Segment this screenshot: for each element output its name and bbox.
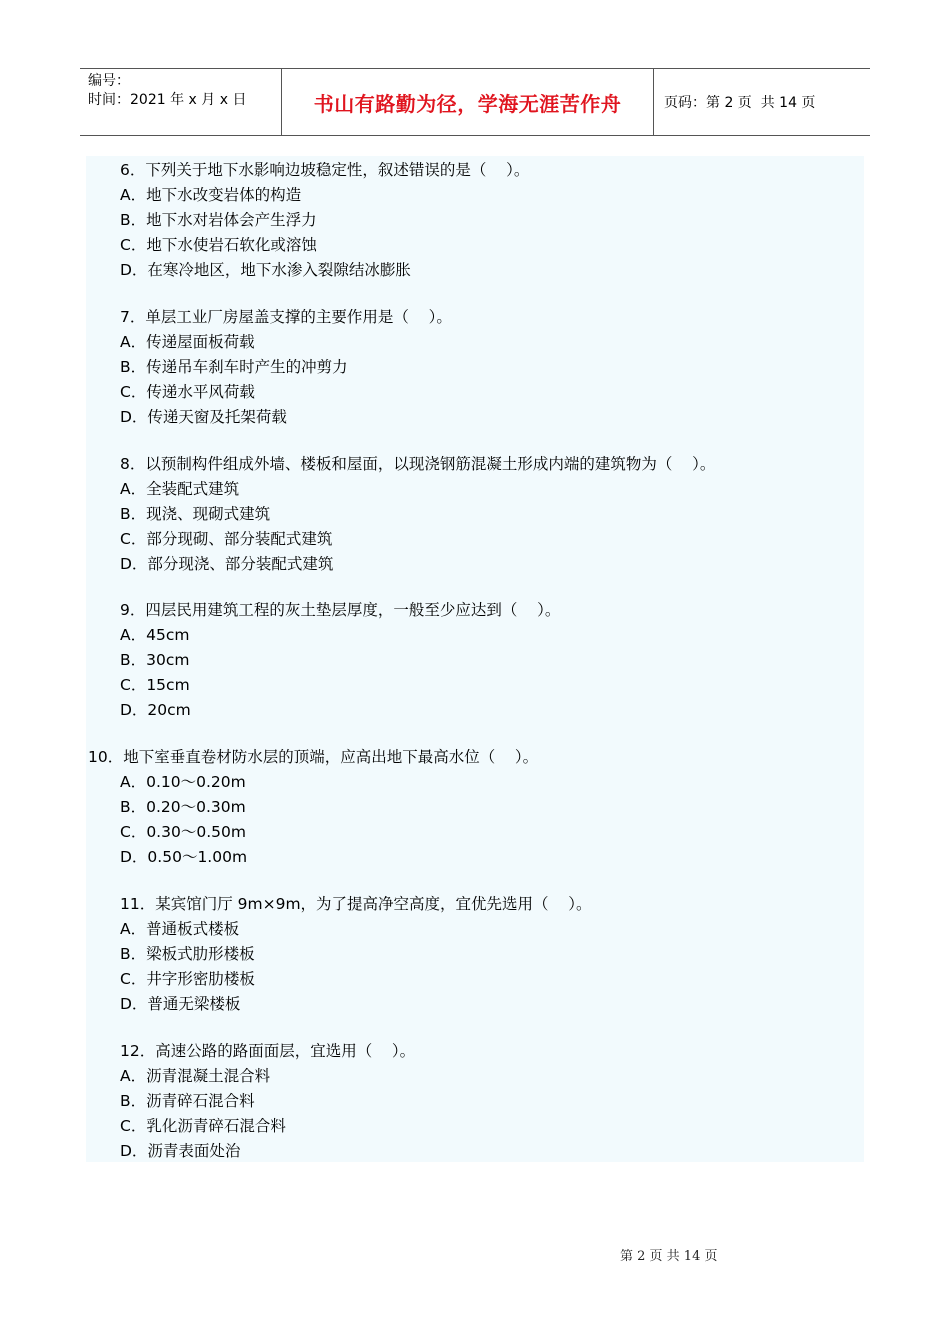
option-a: A．45cm bbox=[120, 626, 190, 644]
header-page-info: 页码：第 2 页 共 14 页 bbox=[664, 95, 816, 111]
option-b: B．现浇、现砌式建筑 bbox=[120, 505, 271, 523]
option-a: A．沥青混凝土混合料 bbox=[120, 1067, 271, 1085]
option-a: A．0.10～0.20m bbox=[120, 773, 246, 791]
question-list bbox=[86, 156, 864, 1162]
serial-label: 编号： bbox=[88, 73, 130, 89]
option-b: B．0.20～0.30m bbox=[120, 798, 246, 816]
option-c: C．井字形密肋楼板 bbox=[120, 970, 255, 988]
question-stem: 9．四层民用建筑工程的灰土垫层厚度，一般至少应达到（ ）。 bbox=[120, 601, 561, 619]
question-stem: 7．单层工业厂房屋盖支撑的主要作用是（ ）。 bbox=[120, 308, 452, 326]
option-c: C．部分现砌、部分装配式建筑 bbox=[120, 530, 333, 548]
option-a: A．地下水改变岩体的构造 bbox=[120, 186, 302, 204]
option-c: C．乳化沥青碎石混合料 bbox=[120, 1117, 286, 1135]
question-stem: 8．以预制构件组成外墙、楼板和屋面，以现浇钢筋混凝土形成内端的建筑物为（ ）。 bbox=[120, 455, 716, 473]
page-header bbox=[80, 68, 870, 136]
option-a: A．全装配式建筑 bbox=[120, 480, 240, 498]
question-9 bbox=[86, 598, 864, 723]
date-line: 时间：2021 年 x 月 x 日 bbox=[88, 92, 247, 108]
option-c: C．0.30～0.50m bbox=[120, 823, 246, 841]
question-stem: 11．某宾馆门厅 9m×9m，为了提高净空高度，宜优先选用（ ）。 bbox=[120, 895, 592, 913]
option-b: B．梁板式肋形楼板 bbox=[120, 945, 255, 963]
option-b: B．沥青碎石混合料 bbox=[120, 1092, 255, 1110]
question-10 bbox=[86, 745, 864, 870]
option-d: D．普通无梁楼板 bbox=[120, 995, 241, 1013]
option-b: B．地下水对岩体会产生浮力 bbox=[120, 211, 317, 229]
page-footer: 第 2 页 共 14 页 bbox=[620, 1249, 718, 1264]
option-d: D．部分现浇、部分装配式建筑 bbox=[120, 555, 334, 573]
question-12 bbox=[86, 1039, 864, 1164]
question-stem: 12．高速公路的路面面层，宜选用（ ）。 bbox=[120, 1042, 416, 1060]
question-11 bbox=[86, 892, 864, 1017]
question-7 bbox=[86, 305, 864, 430]
option-b: B．传递吊车刹车时产生的冲剪力 bbox=[120, 358, 348, 376]
option-c: C．地下水使岩石软化或溶蚀 bbox=[120, 236, 317, 254]
option-b: B．30cm bbox=[120, 651, 190, 669]
option-c: C．传递水平风荷载 bbox=[120, 383, 255, 401]
question-stem: 6．下列关于地下水影响边坡稳定性，叙述错误的是（ ）。 bbox=[120, 161, 530, 179]
option-d: D．沥青表面处治 bbox=[120, 1142, 241, 1160]
option-c: C．15cm bbox=[120, 676, 190, 694]
option-d: D．传递天窗及托架荷载 bbox=[120, 408, 287, 426]
header-motto: 书山有路勤为径，学海无涯苦作舟 bbox=[282, 69, 654, 135]
question-8 bbox=[86, 452, 864, 577]
option-d: D．0.50～1.00m bbox=[120, 848, 248, 866]
option-d: D．20cm bbox=[120, 701, 191, 719]
option-a: A．普通板式楼板 bbox=[120, 920, 240, 938]
question-stem: 10．地下室垂直卷材防水层的顶端，应高出地下最高水位（ ）。 bbox=[88, 748, 539, 766]
question-6 bbox=[86, 158, 864, 283]
option-a: A．传递屋面板荷载 bbox=[120, 333, 255, 351]
option-d: D．在寒冷地区，地下水渗入裂隙结冰膨胀 bbox=[120, 261, 411, 279]
header-meta bbox=[80, 69, 282, 135]
